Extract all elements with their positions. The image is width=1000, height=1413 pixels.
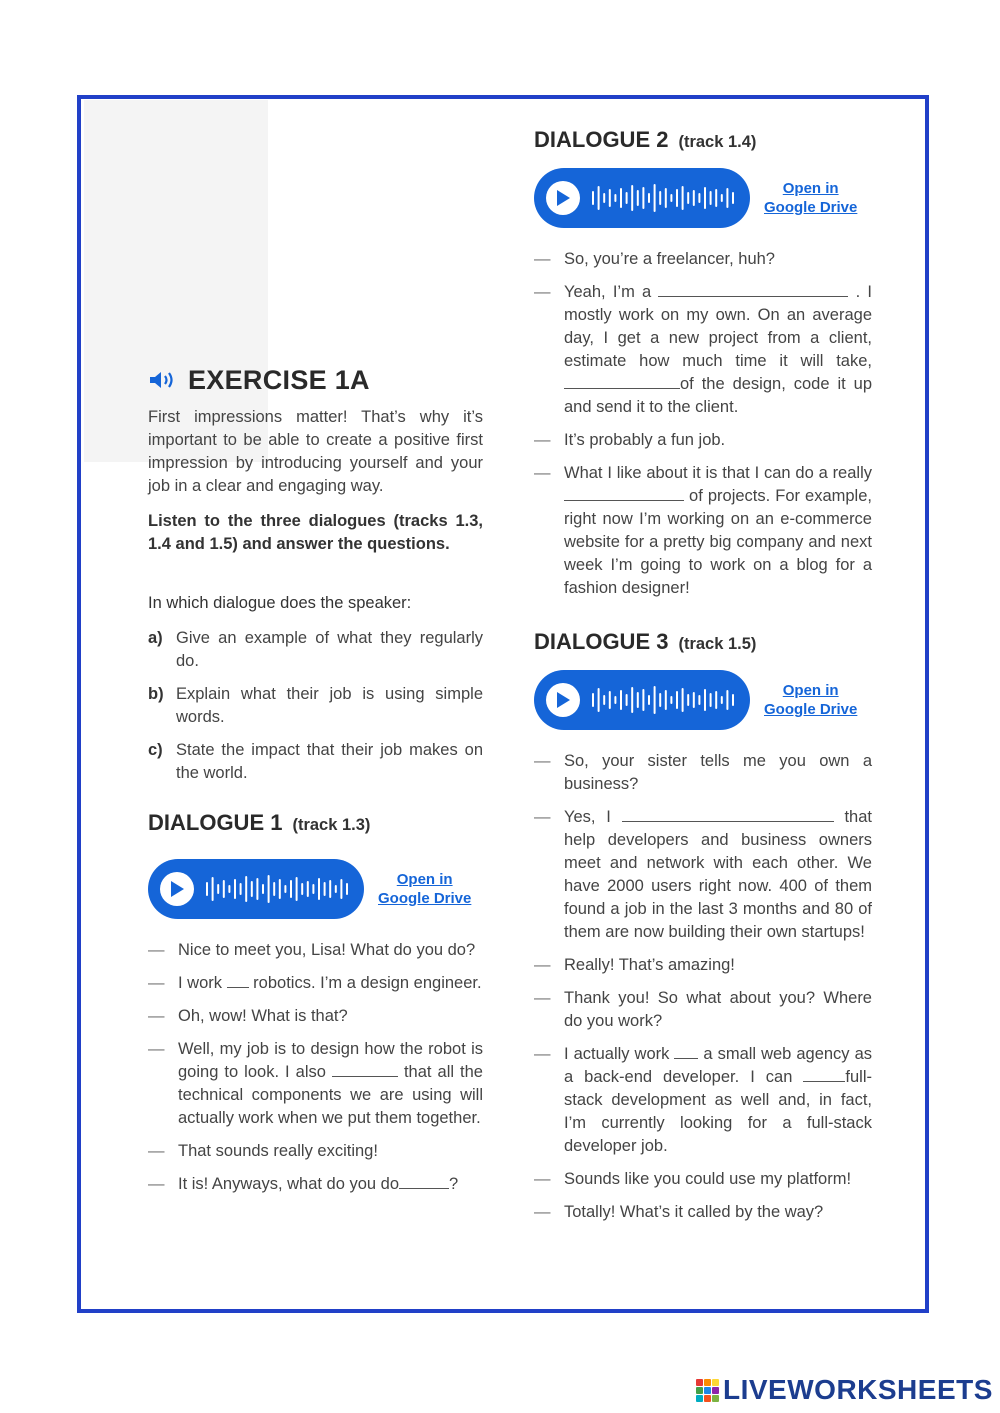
dialogue3-track: (track 1.5) — [678, 635, 757, 653]
exercise-header — [148, 364, 483, 395]
dialogue-line: — Really! That’s amazing! — [534, 956, 735, 974]
dialogue-line: — So, you’re a freelancer, huh? — [534, 250, 775, 268]
option-text: Explain what their job is using simple words. — [176, 685, 483, 726]
play-button[interactable] — [546, 683, 580, 717]
dialogue1-track: (track 1.3) — [292, 816, 371, 834]
dialogue-line: — I actually work a small web agency as a back-end developer. I can full-stack development as well and, in fact, I’m currently looking for a full-stack developer job. — [534, 1045, 872, 1155]
dialogue2-header — [534, 128, 872, 154]
dialogue2-audio — [534, 168, 872, 228]
dialogue3-title: DIALOGUE 3 — [534, 629, 669, 654]
dialogue-line: — That sounds really exciting! — [148, 1142, 378, 1160]
open-in-google-drive-link[interactable]: Open in Google Drive — [378, 871, 472, 907]
option-label: c) — [148, 741, 163, 759]
open-in-google-drive-link[interactable]: Open in Google Drive — [764, 180, 858, 216]
answer-blank[interactable] — [564, 486, 684, 501]
waveform-icon — [590, 685, 740, 715]
dialogue-line: — It is! Anyways, what do you do ? — [148, 1175, 459, 1193]
option-b — [148, 683, 483, 729]
audio-player[interactable] — [148, 859, 364, 919]
play-icon — [556, 692, 570, 708]
logo-mark-icon — [696, 1379, 719, 1402]
left-column — [148, 364, 483, 1206]
dialogue1-title: DIALOGUE 1 — [148, 810, 283, 835]
dialogue3-audio — [534, 670, 872, 730]
answer-blank[interactable] — [658, 282, 848, 297]
play-icon — [170, 881, 184, 897]
dialogue-line: — Nice to meet you, Lisa! What do you do? — [148, 941, 476, 959]
answer-blank[interactable] — [674, 1044, 698, 1059]
speaker-icon[interactable] — [148, 368, 178, 392]
waveform-icon — [204, 874, 354, 904]
dialogue-line: — Totally! What’s it called by the way? — [534, 1203, 824, 1221]
play-button[interactable] — [546, 181, 580, 215]
dialogue-line: — I work robotics. I’m a design engineer. — [148, 974, 482, 992]
audio-player[interactable] — [534, 168, 750, 228]
dialogue-line: — It’s probably a fun job. — [534, 431, 726, 449]
option-label: a) — [148, 629, 163, 647]
dialogue1-audio — [148, 859, 483, 919]
answer-blank[interactable] — [399, 1174, 449, 1189]
option-a — [148, 627, 483, 673]
option-text: Give an example of what they regularly do. — [176, 629, 483, 670]
audio-player[interactable] — [534, 670, 750, 730]
liveworksheets-logo — [696, 1374, 993, 1406]
dialogue3-header — [534, 630, 872, 656]
answer-blank[interactable] — [227, 973, 249, 988]
option-label: b) — [148, 685, 164, 703]
dialogue-line: — So, your sister tells me you own a business? — [534, 752, 872, 793]
dialogue-line: — Well, my job is to design how the robot is going to look. I also that all the technical components we are using will actually work when we put them together. — [148, 1040, 483, 1127]
dialogue2-title: DIALOGUE 2 — [534, 127, 669, 152]
instruction-text: Listen to the three dialogues (tracks 1.3, 1.4 and 1.5) and answer the questions. — [148, 512, 483, 553]
intro-text: First impressions matter! That’s why it’s important to be able to create a positive first impression by introducing yourself and your job in a clear and engaging way. — [148, 408, 483, 495]
option-text: State the impact that their job makes on the world. — [176, 741, 483, 782]
right-column — [534, 128, 872, 1234]
option-c — [148, 739, 483, 785]
dialogue2-track: (track 1.4) — [678, 133, 757, 151]
dialogue-line: — Sounds like you could use my platform! — [534, 1170, 852, 1188]
dialogue1-header — [148, 811, 483, 837]
dialogue-line: — What I like about it is that I can do a really of projects. For example, right now I’m working on an e-commerce website for a pretty big company and next week I’m going to work on a blog for a fashion designer! — [534, 464, 872, 597]
open-in-google-drive-link[interactable]: Open in Google Drive — [764, 682, 858, 718]
answer-blank[interactable] — [564, 374, 680, 389]
answer-blank[interactable] — [622, 807, 834, 822]
answer-blank[interactable] — [332, 1062, 398, 1077]
waveform-icon — [590, 183, 740, 213]
dialogue-line: — Thank you! So what about you? Where do you work? — [534, 989, 872, 1030]
question-text: In which dialogue does the speaker: — [148, 594, 412, 612]
dialogue-line: — Yes, I that help developers and business owners meet and network with each other. We have 2000 users right now. 400 of them found a job in the last 3 months and 80 of them are now building their own startups! — [534, 808, 872, 941]
dialogue-line: — Oh, wow! What is that? — [148, 1007, 348, 1025]
play-button[interactable] — [160, 872, 194, 906]
brand-name: LIVEWORKSHEETS — [723, 1374, 993, 1405]
dialogue-line: — Yeah, I’m a . I mostly work on my own. On an average day, I get a new project from a client, estimate how much time it will take, of the design, code it up and send it to the client. — [534, 283, 872, 416]
answer-blank[interactable] — [803, 1067, 845, 1082]
play-icon — [556, 190, 570, 206]
exercise-title: EXERCISE 1A — [188, 364, 370, 395]
